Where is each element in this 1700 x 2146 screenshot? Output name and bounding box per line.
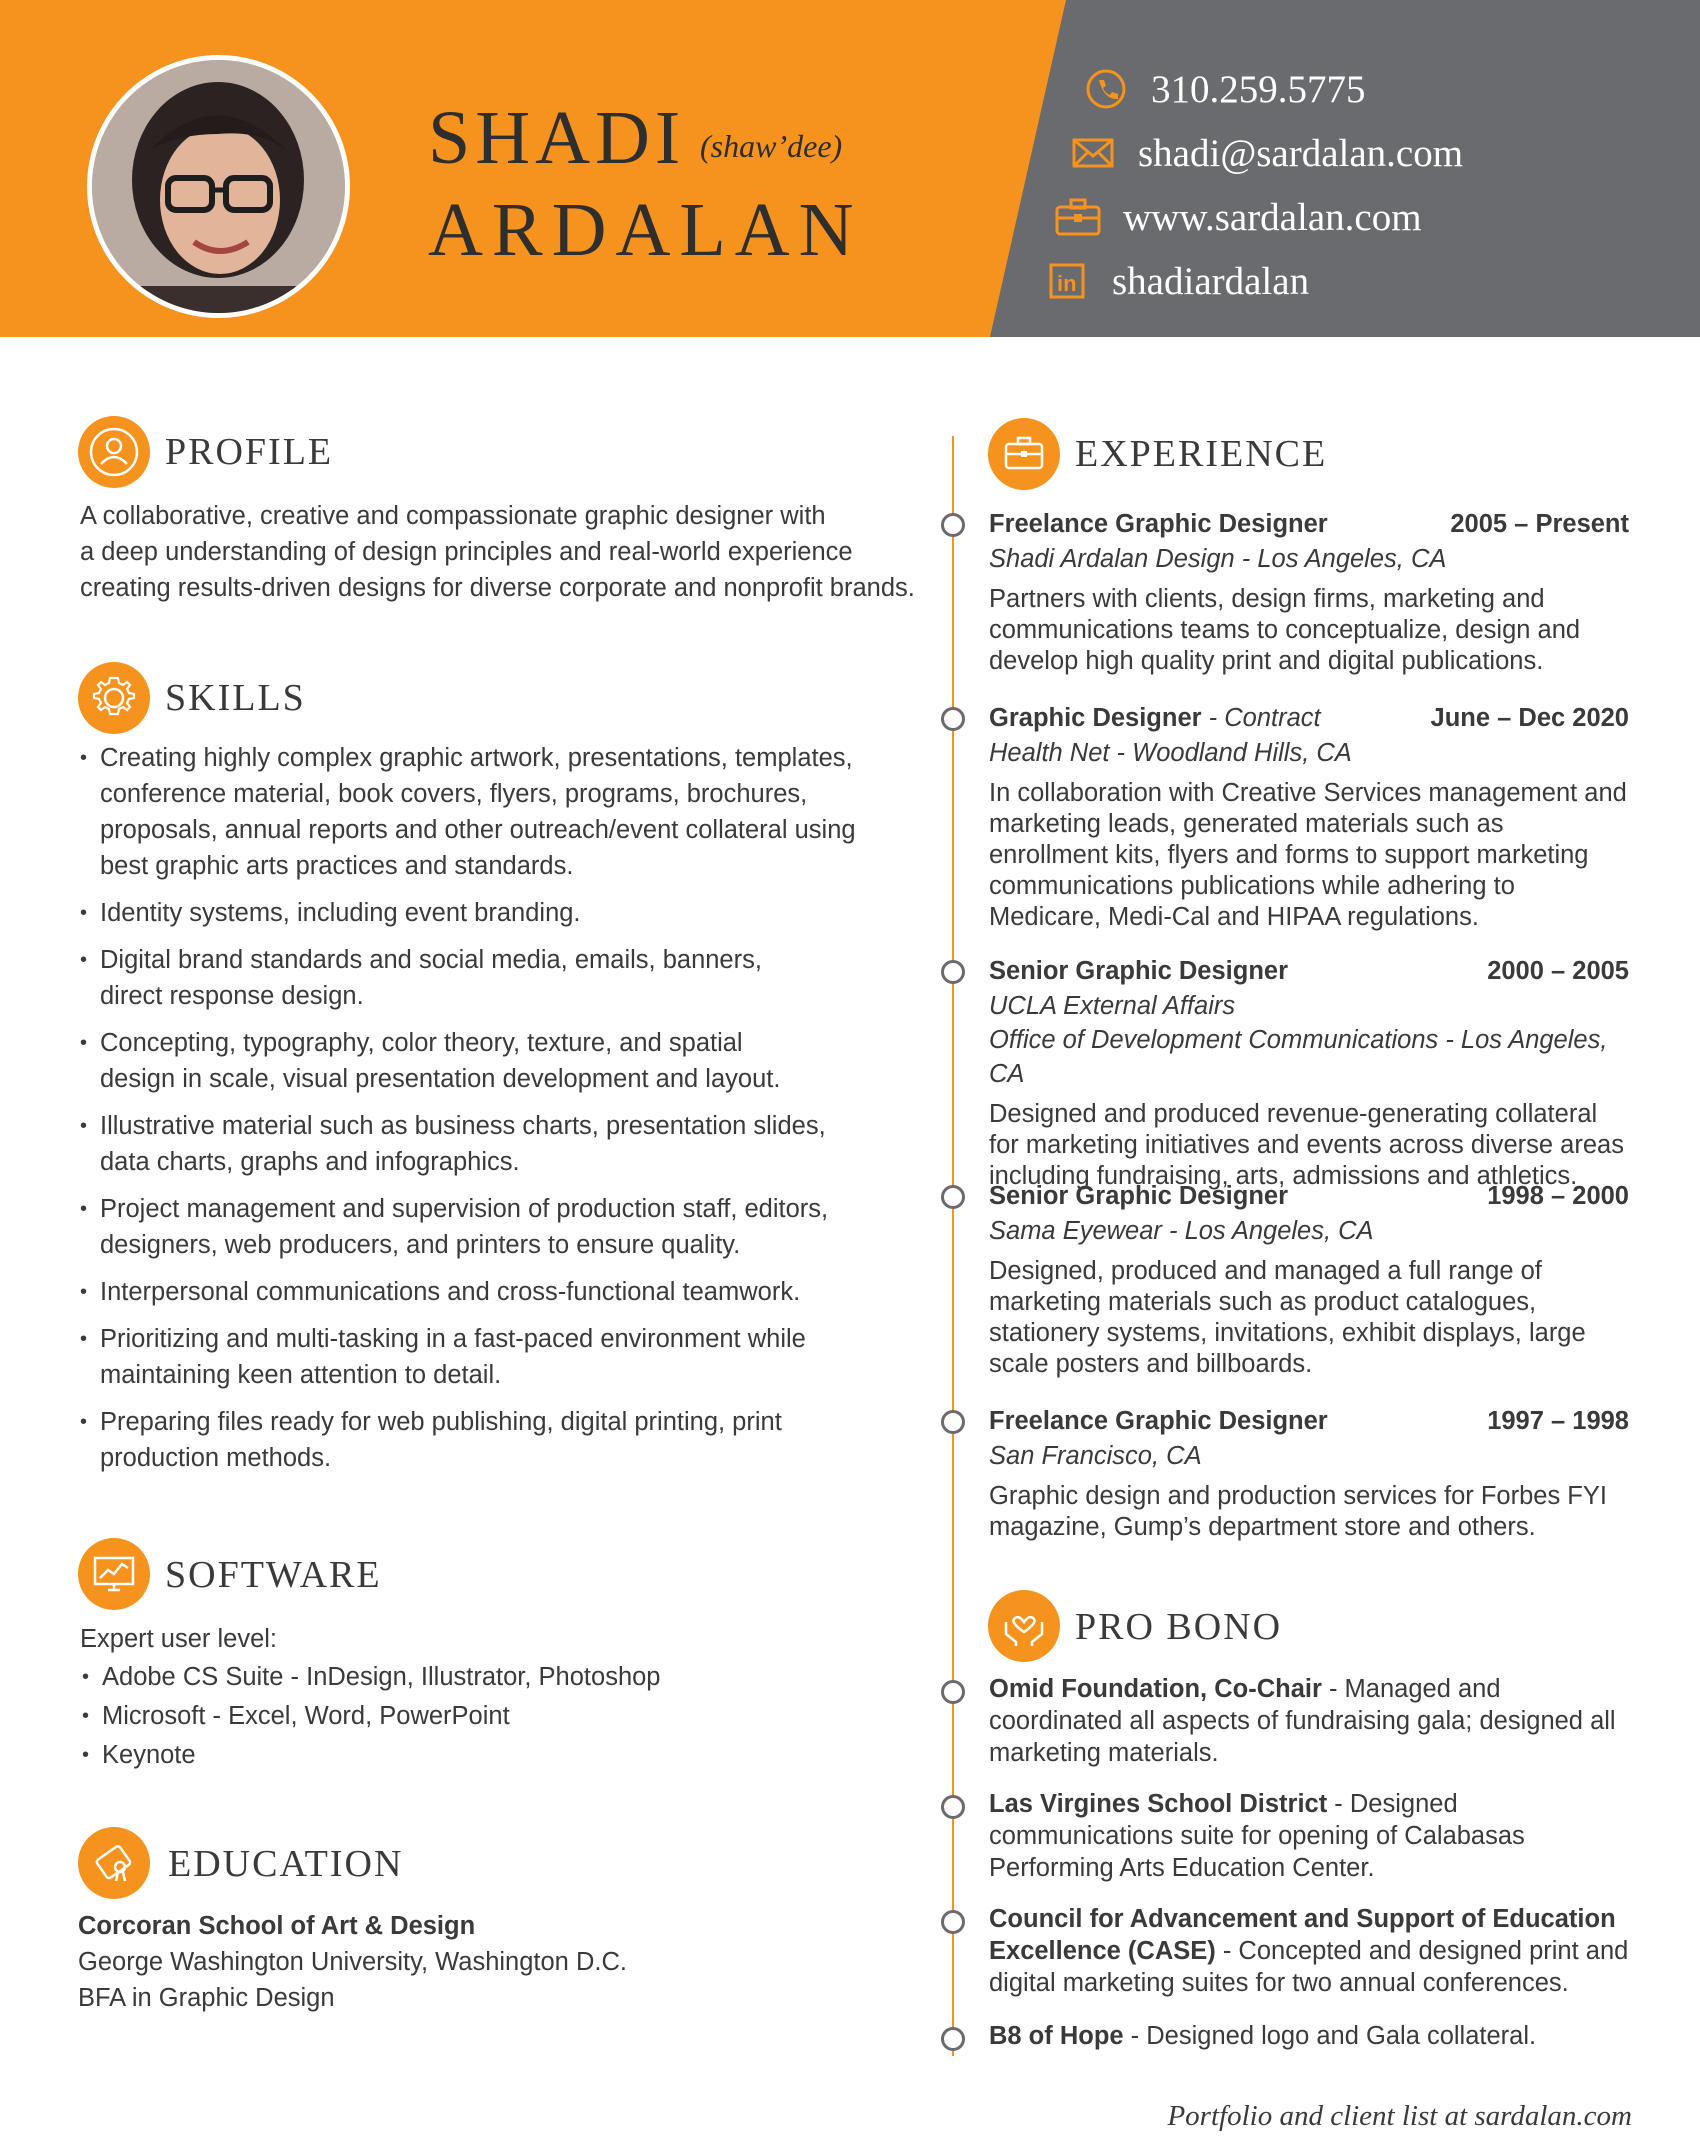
phone-icon [1083,66,1129,112]
job-entry [989,700,1629,933]
job-org: Sama Eyewear - Los Angeles, CA [989,1217,1374,1245]
job-org: San Francisco, CA [989,1442,1202,1470]
profile-heading: PROFILE [165,431,334,473]
probono-text: - Designed logo and Gala collateral. [1123,2022,1537,2050]
probono-text: - Managed and coordinated all aspects of fundraising gala; designed all marketing materials. [989,1675,1616,1767]
probono-org: B8 of Hope [989,2022,1124,2050]
probono-text: - Designed communications suite for opening of Calabasas Performing Arts Education Center. [989,1790,1525,1882]
probono-section-icon [988,1590,1060,1662]
job-title: Senior Graphic Designer [989,1182,1289,1210]
probono-org: Las Virgines School District [989,1790,1328,1818]
job-entry [989,506,1629,677]
software-item: • Keynote [80,1736,880,1775]
skill-item: • Interpersonal communications and cross-functional teamwork. [78,1274,908,1310]
software-heading: SOFTWARE [165,1554,382,1596]
skill-item: • Project management and supervision of production staff, editors, designers, web producers, and printers to ensure quality. [78,1191,890,1263]
timeline-dot [941,1795,965,1819]
timeline-dot [941,1910,965,1934]
envelope-icon [1070,130,1116,176]
skills-section-icon [78,662,150,734]
hands-heart-icon [998,1600,1050,1652]
name-pronunciation: (shaw’dee) [700,128,843,164]
last-name: ARDALAN [428,188,863,272]
job-entry [989,1403,1629,1543]
education-university: George Washington University, Washington D.C. [78,1948,627,1976]
probono-heading: PRO BONO [1075,1606,1283,1648]
job-title: Graphic Designer [989,704,1202,732]
timeline-dot [941,2027,965,2051]
svg-text:in: in [1057,271,1077,296]
software-list [80,1658,880,1775]
portrait-illustration [92,60,345,313]
job-title: Freelance Graphic Designer [989,1407,1328,1435]
contact-email[interactable] [1070,130,1463,176]
profile-line: A collaborative, creative and compassionate graphic designer with [80,502,826,530]
skill-item: • Illustrative material such as business charts, presentation slides, data charts, graphs and infographics. [78,1108,860,1180]
diploma-icon [88,1837,140,1889]
contact-linkedin[interactable] [1044,258,1309,304]
software-section-icon [78,1538,150,1610]
job-dates: 1998 – 2000 [1487,1182,1629,1210]
job-dates: 1997 – 1998 [1487,1407,1629,1435]
timeline-dot [941,513,965,537]
experience-heading: EXPERIENCE [1075,433,1328,475]
timeline-dot [941,1680,965,1704]
gear-icon [88,672,140,724]
job-org: UCLA External Affairs [989,992,1236,1020]
timeline-dot [941,960,965,984]
linkedin-text: shadiardalan [1112,259,1310,303]
linkedin-icon [1044,258,1090,304]
job-title: Freelance Graphic Designer [989,510,1328,538]
education-section-icon [78,1827,150,1899]
timeline-dot [941,1185,965,1209]
monitor-icon [88,1548,140,1600]
contact-phone[interactable] [1083,66,1366,112]
skills-heading: SKILLS [165,677,306,719]
probono-org: Council for Advancement and Support of Education Excellence (CASE) [989,1905,1616,1965]
skills-list [78,740,908,1487]
probono-entry [989,1788,1629,1884]
skill-item: • Preparing files ready for web publishing, digital printing, print production methods. [78,1404,860,1476]
job-entry [989,1178,1629,1380]
job-type: - Contract [1201,704,1321,732]
timeline-dot [941,707,965,731]
timeline-dot [941,1410,965,1434]
probono-org: Omid Foundation, Co-Chair [989,1675,1322,1703]
probono-entry [989,2020,1629,2052]
first-name: SHADI [428,96,686,180]
skill-item: • Creating highly complex graphic artwork, presentations, templates, conference material, book covers, flyers, programs, brochures, proposals, annual reports and other outreach/event collateral using best graphic arts practices and standards. [78,740,900,884]
skill-item: • Digital brand standards and social media, emails, banners, direct response design. [78,942,800,1014]
probono-entry [989,1903,1629,1999]
job-dates: 2005 – Present [1450,510,1629,538]
header-banner [0,0,1700,337]
job-description: Partners with clients, design firms, marketing and communications teams to conceptualize, design and develop high quality print and digital publications. [989,585,1581,675]
skill-item: • Concepting, typography, color theory, texture, and spatial design in scale, visual presentation development and layout. [78,1025,820,1097]
email-text: shadi@sardalan.com [1138,131,1464,175]
profile-line: a deep understanding of design principles and real-world experience [80,538,853,566]
skill-item: • Identity systems, including event branding. [78,895,908,931]
job-dates: June – Dec 2020 [1430,704,1629,732]
website-text: www.sardalan.com [1123,195,1422,239]
job-org: Health Net - Woodland Hills, CA [989,739,1352,767]
job-org: Shadi Ardalan Design - Los Angeles, CA [989,545,1447,573]
job-entry [989,953,1629,1192]
job-title: Senior Graphic Designer [989,957,1289,985]
job-description: Designed and produced revenue-generating collateral for marketing initiatives and events across diverse areas including fundraising, arts, admissions and athletics. [989,1100,1624,1190]
job-dates: 2000 – 2005 [1487,957,1629,985]
probono-text: - Concepted and designed print and digital marketing suites for two annual conferences. [989,1937,1629,1997]
experience-section-icon [988,418,1060,490]
phone-text: 310.259.5775 [1151,67,1366,111]
job-description: Graphic design and production services for Forbes FYI magazine, Gump’s department store and others. [989,1482,1607,1541]
job-description: Designed, produced and managed a full range of marketing materials such as product catalogues, stationery systems, invitations, exhibit displays, large scale posters and billboards. [989,1257,1586,1378]
education-school: Corcoran School of Art & Design [78,1912,476,1940]
briefcase-icon [1055,194,1101,240]
profile-photo [87,55,350,318]
skill-item: • Prioritizing and multi-tasking in a fast-paced environment while maintaining keen attention to detail. [78,1321,860,1393]
job-description: In collaboration with Creative Services management and marketing leads, generated materials such as enrollment kits, flyers and forms to support marketing communications publications while adhering to Medicare, Medi-Cal and HIPAA regulations. [989,779,1627,931]
portfolio-link[interactable]: Portfolio and client list at sardalan.com [1167,2100,1632,2132]
person-icon [88,426,140,478]
software-item: • Adobe CS Suite - InDesign, Illustrator, Photoshop [80,1658,880,1697]
probono-entry [989,1673,1629,1769]
software-block [80,1620,880,1775]
education-heading: EDUCATION [168,1843,404,1885]
software-item: • Microsoft - Excel, Word, PowerPoint [80,1697,880,1736]
software-intro: Expert user level: [80,1625,278,1653]
contact-website[interactable] [1055,194,1422,240]
profile-text [80,498,930,606]
profile-section-icon [78,416,150,488]
education-degree: BFA in Graphic Design [78,1984,335,2012]
education-block [78,1908,878,2016]
profile-line: creating results-driven designs for diverse corporate and nonprofit brands. [80,574,915,602]
job-org: Office of Development Communications - Los Angeles, CA [989,1026,1608,1088]
briefcase-icon [998,428,1050,480]
